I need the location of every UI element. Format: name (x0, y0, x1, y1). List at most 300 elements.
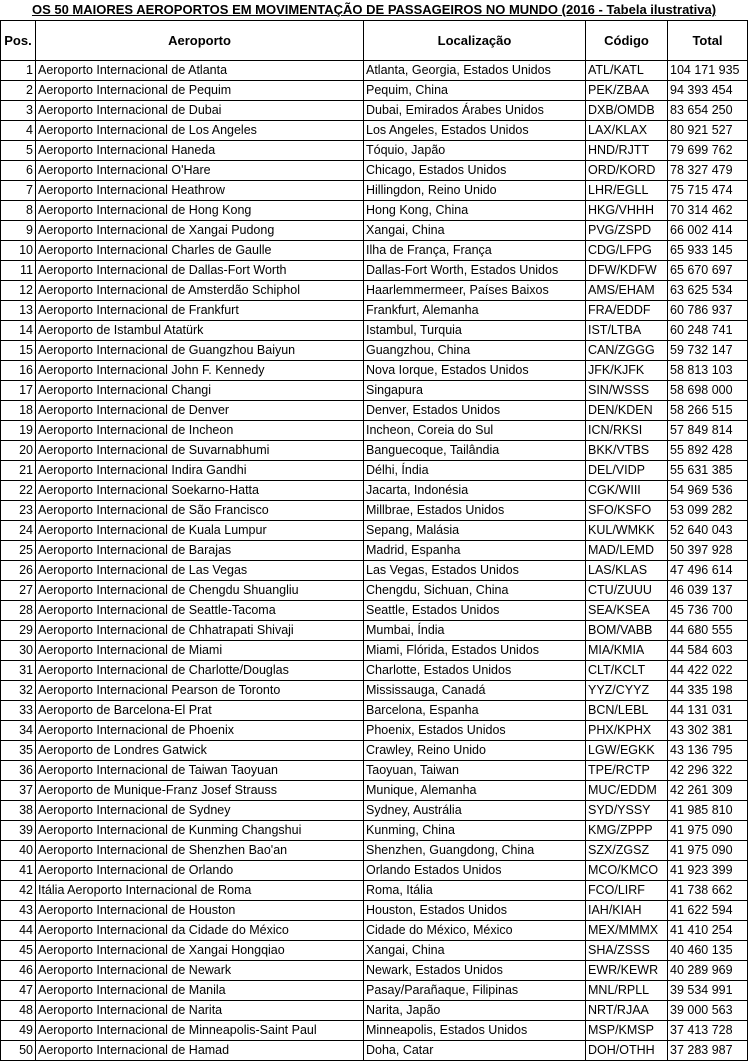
table-title: OS 50 MAIORES AEROPORTOS EM MOVIMENTAÇÃO DE PASSAGEIROS NO MUNDO (2016 - Tabela ilustrativa) (31, 2, 717, 17)
cell-total: 53 099 282 (668, 501, 748, 521)
cell-location: Xangai, China (364, 941, 586, 961)
cell-pos: 23 (1, 501, 36, 521)
cell-location: Munique, Alemanha (364, 781, 586, 801)
cell-total: 41 985 810 (668, 801, 748, 821)
cell-total: 60 786 937 (668, 301, 748, 321)
cell-code: KUL/WMKK (586, 521, 668, 541)
cell-pos: 32 (1, 681, 36, 701)
cell-total: 57 849 814 (668, 421, 748, 441)
cell-location: Seattle, Estados Unidos (364, 601, 586, 621)
table-row (1, 681, 748, 701)
cell-code: LAS/KLAS (586, 561, 668, 581)
cell-total: 41 975 090 (668, 841, 748, 861)
cell-pos: 26 (1, 561, 36, 581)
cell-airport: Aeroporto Internacional Pearson de Toronto (36, 681, 364, 701)
cell-airport: Aeroporto de Munique-Franz Josef Strauss (36, 781, 364, 801)
cell-code: BKK/VTBS (586, 441, 668, 461)
cell-code: MAD/LEMD (586, 541, 668, 561)
table-row (1, 641, 748, 661)
cell-code: KMG/ZPPP (586, 821, 668, 841)
cell-location: Xangai, China (364, 221, 586, 241)
cell-total: 39 534 991 (668, 981, 748, 1001)
table-row (1, 161, 748, 181)
cell-code: ICN/RKSI (586, 421, 668, 441)
cell-total: 46 039 137 (668, 581, 748, 601)
cell-location: Atlanta, Georgia, Estados Unidos (364, 61, 586, 81)
table-row (1, 181, 748, 201)
cell-airport: Aeroporto Internacional de Hamad (36, 1041, 364, 1061)
cell-code: HKG/VHHH (586, 201, 668, 221)
cell-pos: 38 (1, 801, 36, 821)
cell-code: SHA/ZSSS (586, 941, 668, 961)
cell-total: 79 699 762 (668, 141, 748, 161)
cell-total: 44 131 031 (668, 701, 748, 721)
cell-airport: Aeroporto Internacional de Minneapolis-Saint Paul (36, 1021, 364, 1041)
table-row (1, 1021, 748, 1041)
cell-airport: Aeroporto Internacional de Frankfurt (36, 301, 364, 321)
table-row (1, 501, 748, 521)
table-row (1, 861, 748, 881)
cell-location: Incheon, Coreia do Sul (364, 421, 586, 441)
cell-code: YYZ/CYYZ (586, 681, 668, 701)
cell-total: 44 680 555 (668, 621, 748, 641)
cell-code: PHX/KPHX (586, 721, 668, 741)
cell-airport: Aeroporto Internacional de Phoenix (36, 721, 364, 741)
cell-pos: 28 (1, 601, 36, 621)
cell-location: Dubai, Emirados Árabes Unidos (364, 101, 586, 121)
cell-location: Pequim, China (364, 81, 586, 101)
cell-code: HND/RJTT (586, 141, 668, 161)
cell-pos: 40 (1, 841, 36, 861)
cell-airport: Aeroporto Internacional de São Francisco (36, 501, 364, 521)
cell-location: Chengdu, Sichuan, China (364, 581, 586, 601)
cell-total: 94 393 454 (668, 81, 748, 101)
cell-airport: Aeroporto Internacional de Dallas-Fort Worth (36, 261, 364, 281)
cell-location: Madrid, Espanha (364, 541, 586, 561)
cell-pos: 33 (1, 701, 36, 721)
cell-airport: Aeroporto Internacional de Xangai Hongqiao (36, 941, 364, 961)
cell-total: 44 335 198 (668, 681, 748, 701)
header-code: Código (586, 21, 668, 61)
cell-pos: 27 (1, 581, 36, 601)
cell-airport: Aeroporto Internacional Indira Gandhi (36, 461, 364, 481)
cell-location: Sydney, Austrália (364, 801, 586, 821)
cell-pos: 18 (1, 401, 36, 421)
cell-airport: Aeroporto Internacional de Amsterdão Schiphol (36, 281, 364, 301)
cell-location: Nova Iorque, Estados Unidos (364, 361, 586, 381)
cell-code: DEN/KDEN (586, 401, 668, 421)
cell-code: SEA/KSEA (586, 601, 668, 621)
table-body (1, 61, 748, 1061)
cell-pos: 13 (1, 301, 36, 321)
cell-airport: Itália Aeroporto Internacional de Roma (36, 881, 364, 901)
cell-airport: Aeroporto Internacional de Barajas (36, 541, 364, 561)
table-row (1, 481, 748, 501)
cell-total: 41 923 399 (668, 861, 748, 881)
table-row (1, 381, 748, 401)
table-row (1, 321, 748, 341)
cell-location: Pasay/Parañaque, Filipinas (364, 981, 586, 1001)
table-row (1, 201, 748, 221)
cell-pos: 36 (1, 761, 36, 781)
cell-airport: Aeroporto Internacional de Seattle-Tacoma (36, 601, 364, 621)
cell-code: SZX/ZGSZ (586, 841, 668, 861)
cell-total: 104 171 935 (668, 61, 748, 81)
cell-airport: Aeroporto Internacional de Chhatrapati Shivaji (36, 621, 364, 641)
cell-pos: 41 (1, 861, 36, 881)
cell-pos: 7 (1, 181, 36, 201)
table-row (1, 461, 748, 481)
cell-total: 41 622 594 (668, 901, 748, 921)
cell-pos: 42 (1, 881, 36, 901)
table-row (1, 841, 748, 861)
cell-pos: 44 (1, 921, 36, 941)
cell-total: 83 654 250 (668, 101, 748, 121)
cell-pos: 9 (1, 221, 36, 241)
table-row (1, 601, 748, 621)
table-row (1, 801, 748, 821)
table-row (1, 541, 748, 561)
cell-total: 50 397 928 (668, 541, 748, 561)
table-row (1, 561, 748, 581)
cell-total: 42 261 309 (668, 781, 748, 801)
cell-airport: Aeroporto Internacional John F. Kennedy (36, 361, 364, 381)
cell-airport: Aeroporto Internacional de Orlando (36, 861, 364, 881)
cell-code: MSP/KMSP (586, 1021, 668, 1041)
cell-pos: 5 (1, 141, 36, 161)
cell-pos: 35 (1, 741, 36, 761)
cell-location: Frankfurt, Alemanha (364, 301, 586, 321)
cell-code: AMS/EHAM (586, 281, 668, 301)
table-row (1, 581, 748, 601)
cell-total: 40 289 969 (668, 961, 748, 981)
cell-location: Taoyuan, Taiwan (364, 761, 586, 781)
table-row (1, 901, 748, 921)
cell-location: Barcelona, Espanha (364, 701, 586, 721)
cell-pos: 47 (1, 981, 36, 1001)
table-row (1, 401, 748, 421)
cell-pos: 31 (1, 661, 36, 681)
cell-location: Délhi, Índia (364, 461, 586, 481)
cell-code: JFK/KJFK (586, 361, 668, 381)
cell-pos: 2 (1, 81, 36, 101)
cell-code: IST/LTBA (586, 321, 668, 341)
cell-pos: 3 (1, 101, 36, 121)
header-pos: Pos. (1, 21, 36, 61)
cell-pos: 45 (1, 941, 36, 961)
cell-location: Phoenix, Estados Unidos (364, 721, 586, 741)
cell-location: Roma, Itália (364, 881, 586, 901)
cell-airport: Aeroporto Internacional de Narita (36, 1001, 364, 1021)
cell-code: MUC/EDDM (586, 781, 668, 801)
cell-location: Kunming, China (364, 821, 586, 841)
table-row (1, 1041, 748, 1061)
cell-location: Charlotte, Estados Unidos (364, 661, 586, 681)
cell-location: Sepang, Malásia (364, 521, 586, 541)
cell-code: FCO/LIRF (586, 881, 668, 901)
cell-airport: Aeroporto Internacional de Taiwan Taoyuan (36, 761, 364, 781)
cell-location: Tóquio, Japão (364, 141, 586, 161)
table-row (1, 761, 748, 781)
cell-total: 39 000 563 (668, 1001, 748, 1021)
cell-pos: 46 (1, 961, 36, 981)
cell-code: EWR/KEWR (586, 961, 668, 981)
table-row (1, 441, 748, 461)
cell-total: 65 670 697 (668, 261, 748, 281)
cell-airport: Aeroporto de Istambul Atatürk (36, 321, 364, 341)
cell-pos: 39 (1, 821, 36, 841)
cell-location: Chicago, Estados Unidos (364, 161, 586, 181)
cell-location: Haarlemmermeer, Países Baixos (364, 281, 586, 301)
table-row (1, 261, 748, 281)
cell-airport: Aeroporto Internacional de Kunming Changshui (36, 821, 364, 841)
cell-total: 41 975 090 (668, 821, 748, 841)
cell-code: LHR/EGLL (586, 181, 668, 201)
cell-location: Mississauga, Canadá (364, 681, 586, 701)
cell-airport: Aeroporto Internacional da Cidade do México (36, 921, 364, 941)
cell-total: 80 921 527 (668, 121, 748, 141)
table-row (1, 301, 748, 321)
cell-total: 59 732 147 (668, 341, 748, 361)
cell-code: LGW/EGKK (586, 741, 668, 761)
cell-code: MCO/KMCO (586, 861, 668, 881)
cell-location: Los Angeles, Estados Unidos (364, 121, 586, 141)
cell-total: 60 248 741 (668, 321, 748, 341)
cell-code: ORD/KORD (586, 161, 668, 181)
cell-pos: 48 (1, 1001, 36, 1021)
cell-pos: 12 (1, 281, 36, 301)
cell-code: PVG/ZSPD (586, 221, 668, 241)
cell-pos: 43 (1, 901, 36, 921)
airports-table (0, 20, 748, 1061)
header-location: Localização (364, 21, 586, 61)
cell-airport: Aeroporto Internacional de Newark (36, 961, 364, 981)
cell-total: 44 584 603 (668, 641, 748, 661)
cell-code: LAX/KLAX (586, 121, 668, 141)
table-row (1, 981, 748, 1001)
table-row (1, 1001, 748, 1021)
cell-pos: 10 (1, 241, 36, 261)
cell-location: Jacarta, Indonésia (364, 481, 586, 501)
cell-airport: Aeroporto Internacional de Hong Kong (36, 201, 364, 221)
cell-total: 42 296 322 (668, 761, 748, 781)
cell-airport: Aeroporto Internacional de Sydney (36, 801, 364, 821)
table-row (1, 701, 748, 721)
cell-code: SYD/YSSY (586, 801, 668, 821)
cell-total: 75 715 474 (668, 181, 748, 201)
cell-location: Ilha de França, França (364, 241, 586, 261)
cell-location: Guangzhou, China (364, 341, 586, 361)
cell-location: Hillingdon, Reino Unido (364, 181, 586, 201)
cell-code: BOM/VABB (586, 621, 668, 641)
table-row (1, 721, 748, 741)
cell-code: DFW/KDFW (586, 261, 668, 281)
cell-location: Las Vegas, Estados Unidos (364, 561, 586, 581)
cell-pos: 30 (1, 641, 36, 661)
cell-airport: Aeroporto Internacional de Manila (36, 981, 364, 1001)
cell-location: Banguecoque, Tailândia (364, 441, 586, 461)
table-row (1, 61, 748, 81)
cell-total: 40 460 135 (668, 941, 748, 961)
cell-total: 70 314 462 (668, 201, 748, 221)
cell-airport: Aeroporto Internacional de Las Vegas (36, 561, 364, 581)
cell-airport: Aeroporto Internacional de Los Angeles (36, 121, 364, 141)
cell-location: Shenzhen, Guangdong, China (364, 841, 586, 861)
cell-code: DXB/OMDB (586, 101, 668, 121)
cell-pos: 34 (1, 721, 36, 741)
table-row (1, 661, 748, 681)
header-airport: Aeroporto (36, 21, 364, 61)
cell-code: DEL/VIDP (586, 461, 668, 481)
cell-location: Denver, Estados Unidos (364, 401, 586, 421)
cell-total: 44 422 022 (668, 661, 748, 681)
cell-code: BCN/LEBL (586, 701, 668, 721)
table-row (1, 521, 748, 541)
cell-total: 37 283 987 (668, 1041, 748, 1061)
cell-code: CDG/LFPG (586, 241, 668, 261)
table-row (1, 281, 748, 301)
cell-location: Mumbai, Índia (364, 621, 586, 641)
cell-code: MEX/MMMX (586, 921, 668, 941)
cell-code: NRT/RJAA (586, 1001, 668, 1021)
cell-airport: Aeroporto Internacional de Houston (36, 901, 364, 921)
cell-total: 63 625 534 (668, 281, 748, 301)
cell-total: 52 640 043 (668, 521, 748, 541)
table-row (1, 941, 748, 961)
cell-code: CTU/ZUUU (586, 581, 668, 601)
cell-code: FRA/EDDF (586, 301, 668, 321)
table-row (1, 781, 748, 801)
cell-total: 58 698 000 (668, 381, 748, 401)
cell-total: 45 736 700 (668, 601, 748, 621)
cell-location: Orlando Estados Unidos (364, 861, 586, 881)
cell-pos: 16 (1, 361, 36, 381)
cell-location: Hong Kong, China (364, 201, 586, 221)
cell-pos: 17 (1, 381, 36, 401)
cell-total: 37 413 728 (668, 1021, 748, 1041)
cell-airport: Aeroporto Internacional de Suvarnabhumi (36, 441, 364, 461)
cell-airport: Aeroporto Internacional de Chengdu Shuangliu (36, 581, 364, 601)
cell-location: Miami, Flórida, Estados Unidos (364, 641, 586, 661)
cell-location: Minneapolis, Estados Unidos (364, 1021, 586, 1041)
cell-pos: 21 (1, 461, 36, 481)
table-row (1, 81, 748, 101)
cell-code: SIN/WSSS (586, 381, 668, 401)
cell-location: Millbrae, Estados Unidos (364, 501, 586, 521)
cell-airport: Aeroporto Internacional de Miami (36, 641, 364, 661)
header-total: Total (668, 21, 748, 61)
cell-airport: Aeroporto Internacional de Atlanta (36, 61, 364, 81)
cell-pos: 29 (1, 621, 36, 641)
cell-total: 65 933 145 (668, 241, 748, 261)
table-row (1, 361, 748, 381)
cell-total: 43 302 381 (668, 721, 748, 741)
cell-code: ATL/KATL (586, 61, 668, 81)
table-row (1, 141, 748, 161)
cell-airport: Aeroporto de Barcelona-El Prat (36, 701, 364, 721)
cell-airport: Aeroporto Internacional de Charlotte/Douglas (36, 661, 364, 681)
cell-airport: Aeroporto Internacional de Xangai Pudong (36, 221, 364, 241)
cell-airport: Aeroporto Internacional de Denver (36, 401, 364, 421)
cell-location: Dallas-Fort Worth, Estados Unidos (364, 261, 586, 281)
cell-airport: Aeroporto Internacional de Guangzhou Baiyun (36, 341, 364, 361)
table-row (1, 121, 748, 141)
table-header (1, 21, 748, 61)
cell-location: Singapura (364, 381, 586, 401)
cell-location: Houston, Estados Unidos (364, 901, 586, 921)
cell-total: 47 496 614 (668, 561, 748, 581)
cell-code: SFO/KSFO (586, 501, 668, 521)
table-row (1, 961, 748, 981)
table-row (1, 881, 748, 901)
table-row (1, 621, 748, 641)
cell-location: Crawley, Reino Unido (364, 741, 586, 761)
cell-code: PEK/ZBAA (586, 81, 668, 101)
cell-airport: Aeroporto Internacional Haneda (36, 141, 364, 161)
cell-airport: Aeroporto Internacional de Incheon (36, 421, 364, 441)
cell-pos: 19 (1, 421, 36, 441)
cell-airport: Aeroporto Internacional O'Hare (36, 161, 364, 181)
cell-total: 43 136 795 (668, 741, 748, 761)
cell-location: Newark, Estados Unidos (364, 961, 586, 981)
cell-pos: 6 (1, 161, 36, 181)
cell-pos: 22 (1, 481, 36, 501)
cell-pos: 4 (1, 121, 36, 141)
cell-airport: Aeroporto Internacional Heathrow (36, 181, 364, 201)
cell-code: CGK/WIII (586, 481, 668, 501)
cell-code: DOH/OTHH (586, 1041, 668, 1061)
header-row (1, 21, 748, 61)
cell-pos: 50 (1, 1041, 36, 1061)
cell-code: CAN/ZGGG (586, 341, 668, 361)
table-row (1, 221, 748, 241)
table-row (1, 741, 748, 761)
table-row (1, 341, 748, 361)
cell-code: CLT/KCLT (586, 661, 668, 681)
table-row (1, 101, 748, 121)
cell-airport: Aeroporto Internacional de Kuala Lumpur (36, 521, 364, 541)
cell-pos: 1 (1, 61, 36, 81)
table-row (1, 241, 748, 261)
cell-airport: Aeroporto Internacional de Shenzhen Bao'an (36, 841, 364, 861)
cell-pos: 24 (1, 521, 36, 541)
cell-total: 41 738 662 (668, 881, 748, 901)
cell-pos: 14 (1, 321, 36, 341)
table-row (1, 421, 748, 441)
cell-pos: 37 (1, 781, 36, 801)
cell-total: 58 266 515 (668, 401, 748, 421)
cell-total: 58 813 103 (668, 361, 748, 381)
cell-code: MIA/KMIA (586, 641, 668, 661)
cell-pos: 25 (1, 541, 36, 561)
cell-location: Narita, Japão (364, 1001, 586, 1021)
cell-location: Doha, Catar (364, 1041, 586, 1061)
cell-pos: 49 (1, 1021, 36, 1041)
cell-airport: Aeroporto Internacional de Pequim (36, 81, 364, 101)
cell-airport: Aeroporto Internacional Charles de Gaulle (36, 241, 364, 261)
cell-total: 66 002 414 (668, 221, 748, 241)
cell-code: TPE/RCTP (586, 761, 668, 781)
cell-airport: Aeroporto Internacional Soekarno-Hatta (36, 481, 364, 501)
cell-pos: 11 (1, 261, 36, 281)
cell-location: Cidade do México, México (364, 921, 586, 941)
cell-total: 78 327 479 (668, 161, 748, 181)
table-row (1, 921, 748, 941)
cell-pos: 20 (1, 441, 36, 461)
cell-total: 54 969 536 (668, 481, 748, 501)
cell-airport: Aeroporto Internacional de Dubai (36, 101, 364, 121)
cell-code: MNL/RPLL (586, 981, 668, 1001)
